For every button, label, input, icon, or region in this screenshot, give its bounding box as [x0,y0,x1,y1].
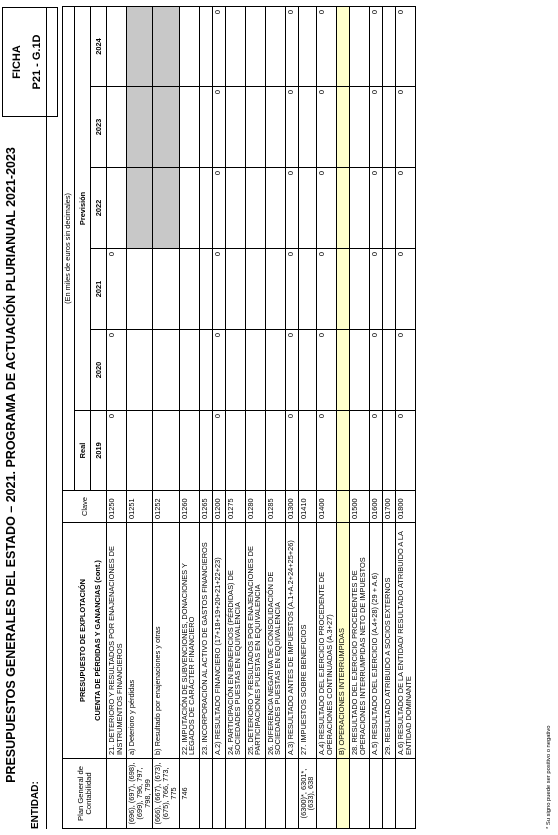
table-row [212,6,225,828]
table-row [298,6,317,828]
value-cell: 0 [396,249,416,330]
table-row [199,6,212,828]
row-label-cell: A.6) RESULTADO DE LA ENTIDAD/ RESULTADO ATRIBUIDO A LA ENTIDAD DOMINANTE [396,523,416,759]
value-cell [225,87,245,168]
value-cell: 0 [396,6,416,86]
clave-cell: 01700 [383,491,396,523]
header-year: 2019 [91,411,107,491]
value-cell [107,168,127,249]
value-cell [298,330,317,411]
clave-cell: 01800 [396,491,416,523]
value-cell [350,249,370,330]
value-cell [265,411,285,491]
value-cell [298,6,317,86]
pgc-accounts-cell [383,759,396,829]
header-cuenta: CUENTA DE PÉRDIDAS Y GANANCIAS (cont.) [91,523,107,759]
value-cell [127,249,153,330]
pgc-accounts-cell [265,759,285,829]
value-cell [225,411,245,491]
value-cell [383,168,396,249]
pgc-accounts-cell [370,759,383,829]
table-row [245,6,265,828]
value-cell [298,87,317,168]
value-cell [153,330,179,411]
value-cell: 0 [317,87,337,168]
value-cell [153,249,179,330]
value-cell [383,411,396,491]
value-cell: 0 [285,330,298,411]
row-label-cell: A.4) RESULTADO DEL EJERCICIO PROCEDENTE DE OPERACIONES CONTINUADAS (A.3+27) [317,523,337,759]
pgc-accounts-cell [317,759,337,829]
value-cell: 0 [370,168,383,249]
value-cell [107,6,127,86]
header-prevision: Previsión [75,6,91,410]
clave-cell: 01250 [107,491,127,523]
header-real: Real [75,411,91,491]
value-cell [179,330,199,411]
table-row [285,6,298,828]
entidad-divider [46,7,47,829]
value-cell: 0 [107,411,127,491]
header-year: 2024 [91,6,107,86]
value-cell [265,168,285,249]
value-cell [337,6,350,86]
row-label-cell: 29. RESULTADO ATRIBUIDO A SOCIOS EXTERNOS [383,523,396,759]
pyg-table [62,6,416,829]
value-cell [127,87,153,168]
value-cell [265,87,285,168]
value-cell [383,249,396,330]
value-cell: 0 [107,330,127,411]
value-cell [298,249,317,330]
value-cell [153,411,179,491]
value-cell [265,249,285,330]
value-cell [199,249,212,330]
value-cell [245,411,265,491]
ficha-box [2,7,58,117]
pgc-accounts-cell: (696), (697), (698), (699), 796, 797, 798, 799 [127,759,153,829]
table-row [370,6,383,828]
value-cell [153,87,179,168]
value-cell [199,6,212,86]
value-cell [383,330,396,411]
ficha-label: FICHA [11,45,23,79]
value-cell [245,330,265,411]
value-cell [383,6,396,86]
row-label-cell: a) Deterioro y pérdidas [127,523,153,759]
value-cell [337,330,350,411]
header-year: 2022 [91,168,107,249]
row-label-cell: 26. DIFERENCIA NEGATIVA DE CONSOLIDACIÓN DE SOCIEDADES PUESTAS EN EQUIVALENCIA [265,523,285,759]
clave-cell: 01280 [245,491,265,523]
value-cell [127,330,153,411]
value-cell [298,168,317,249]
table-row [127,6,153,828]
pgc-accounts-cell [245,759,265,829]
value-cell [199,330,212,411]
clave-cell [337,491,350,523]
value-cell: 0 [107,249,127,330]
clave-cell: 01260 [179,491,199,523]
clave-cell: 01500 [350,491,370,523]
value-cell [179,411,199,491]
clave-cell: 01285 [265,491,285,523]
pgc-accounts-cell [396,759,416,829]
row-label-cell: 22. IMPUTACIÓN DE SUBVENCIONES, DONACIONES Y LEGADOS DE CARÁCTER FINANCIERO [179,523,199,759]
row-label-cell: 21. DETERIORO Y RESULTADOS POR ENAJENACIONES DE INSTRUMENTOS FINANCIEROS [107,523,127,759]
value-cell [127,168,153,249]
pgc-accounts-cell [199,759,212,829]
table-row [153,6,179,828]
value-cell: 0 [370,411,383,491]
table-row [383,6,396,828]
value-cell: 0 [370,330,383,411]
value-cell [265,330,285,411]
value-cell: 0 [212,411,225,491]
clave-cell: 01275 [225,491,245,523]
value-cell: 0 [285,87,298,168]
value-cell: 0 [212,249,225,330]
header-pgc: Plan General de Contabilidad [63,759,107,829]
value-cell [337,411,350,491]
document-title: PRESUPUESTOS GENERALES DEL ESTADO – 2021. PROGRAMA DE ACTUACIÓN PLURIANUAL 2021-2023 [4,147,18,783]
row-label-cell: A.2) RESULTADO FINANCIERO (17+18+19+20+21+22+23) [212,523,225,759]
value-cell [350,411,370,491]
ficha-code: P21 - G.1D [31,34,43,90]
value-cell: 0 [396,411,416,491]
value-cell [225,168,245,249]
row-label-cell: 27. IMPUESTOS SOBRE BENEFICIOS [298,523,317,759]
value-cell: 0 [317,249,337,330]
value-cell [179,6,199,86]
value-cell [298,411,317,491]
pyg-table-body [63,6,416,828]
clave-cell: 01600 [370,491,383,523]
clave-cell: 01300 [285,491,298,523]
clave-cell: 01251 [127,491,153,523]
value-cell [265,6,285,86]
value-cell [350,6,370,86]
table-row [225,6,245,828]
value-cell [179,87,199,168]
pgc-accounts-cell [225,759,245,829]
row-label-cell: 24. PARTICIPACIÓN EN BENEFICIOS (PÉRDIDAS) DE SOCIEDADES PUESTAS EN EQUIVALENCIA [225,523,245,759]
value-cell: 0 [212,6,225,86]
header-units: (En miles de euros sin decimales) [63,6,75,490]
value-cell [199,87,212,168]
value-cell [245,6,265,86]
row-label-cell: A.3) RESULTADO ANTES DE IMPUESTOS (A.1+A.2+24+25+26) [285,523,298,759]
table-row [317,6,337,828]
pgc-accounts-cell: (6300)*, 6301*, (633), 638 [298,759,317,829]
header-presupuesto-title: PRESUPUESTO DE EXPLOTACIÓN [75,523,91,759]
table-row [107,6,127,828]
value-cell: 0 [317,411,337,491]
pgc-accounts-cell [212,759,225,829]
value-cell: 0 [317,168,337,249]
row-label-cell: B) OPERACIONES INTERRUMPIDAS [337,523,350,759]
value-cell [337,168,350,249]
pgc-accounts-cell [285,759,298,829]
value-cell [127,6,153,86]
value-cell [153,6,179,86]
value-cell [127,411,153,491]
value-cell [199,168,212,249]
entidad-label: ENTIDAD: [30,781,41,829]
clave-cell: 01265 [199,491,212,523]
clave-cell: 01400 [317,491,337,523]
value-cell [383,87,396,168]
table-row [396,6,416,828]
value-cell: 0 [317,6,337,86]
value-cell [350,330,370,411]
table-row [337,6,350,828]
value-cell [350,168,370,249]
value-cell: 0 [285,411,298,491]
row-label-cell: A.5) RESULTADO DEL EJERCICIO (A.4+28) (29 + A.6) [370,523,383,759]
table-row [179,6,199,828]
value-cell: 0 [396,87,416,168]
value-cell [350,87,370,168]
pgc-accounts-cell [350,759,370,829]
value-cell: 0 [212,330,225,411]
row-label-cell: 23. INCORPORACIÓN AL ACTIVO DE GASTOS FINANCIEROS [199,523,212,759]
value-cell [245,87,265,168]
value-cell [153,168,179,249]
value-cell: 0 [370,6,383,86]
header-year: 2020 [91,330,107,411]
value-cell: 0 [317,330,337,411]
value-cell: 0 [285,168,298,249]
table-row [265,6,285,828]
pgc-accounts-cell [107,759,127,829]
value-cell: 0 [396,168,416,249]
clave-cell: 01410 [298,491,317,523]
value-cell [225,249,245,330]
value-cell [199,411,212,491]
row-label-cell: 28. RESULTADO DEL EJERCICIO PROCEDENTES DE OPERACIONES INTERRUMPIDAS NETO DE IMPUESTOS [350,523,370,759]
header-year: 2023 [91,87,107,168]
header-clave: Clave [63,491,107,523]
value-cell [225,330,245,411]
value-cell: 0 [285,249,298,330]
header-presupuesto [63,523,75,759]
value-cell [337,249,350,330]
clave-cell: 01252 [153,491,179,523]
pgc-accounts-cell: (666), (667), (673), (675), 766, 773, 775 [153,759,179,829]
row-label-cell: 25. DETERIORO Y RESULTADOS POR ENAJENACIONES DE PARTICIPACIONES PUESTAS EN EQUIVALENCIA [245,523,265,759]
value-cell: 0 [370,87,383,168]
header-year: 2021 [91,249,107,330]
value-cell [107,87,127,168]
pgc-accounts-cell: 746 [179,759,199,829]
value-cell [179,249,199,330]
table-row [350,6,370,828]
value-cell: 0 [212,87,225,168]
value-cell [337,87,350,168]
value-cell: 0 [285,6,298,86]
value-cell: 0 [370,249,383,330]
value-cell: 0 [396,330,416,411]
value-cell [225,6,245,86]
value-cell [245,249,265,330]
value-cell [245,168,265,249]
value-cell [179,168,199,249]
value-cell: 0 [212,168,225,249]
row-label-cell: b) Resultado por enajenaciones y otras [153,523,179,759]
clave-cell: 01200 [212,491,225,523]
pgc-accounts-cell [337,759,350,829]
footnote: * Su signo puede ser positivo o negativo [546,725,552,829]
